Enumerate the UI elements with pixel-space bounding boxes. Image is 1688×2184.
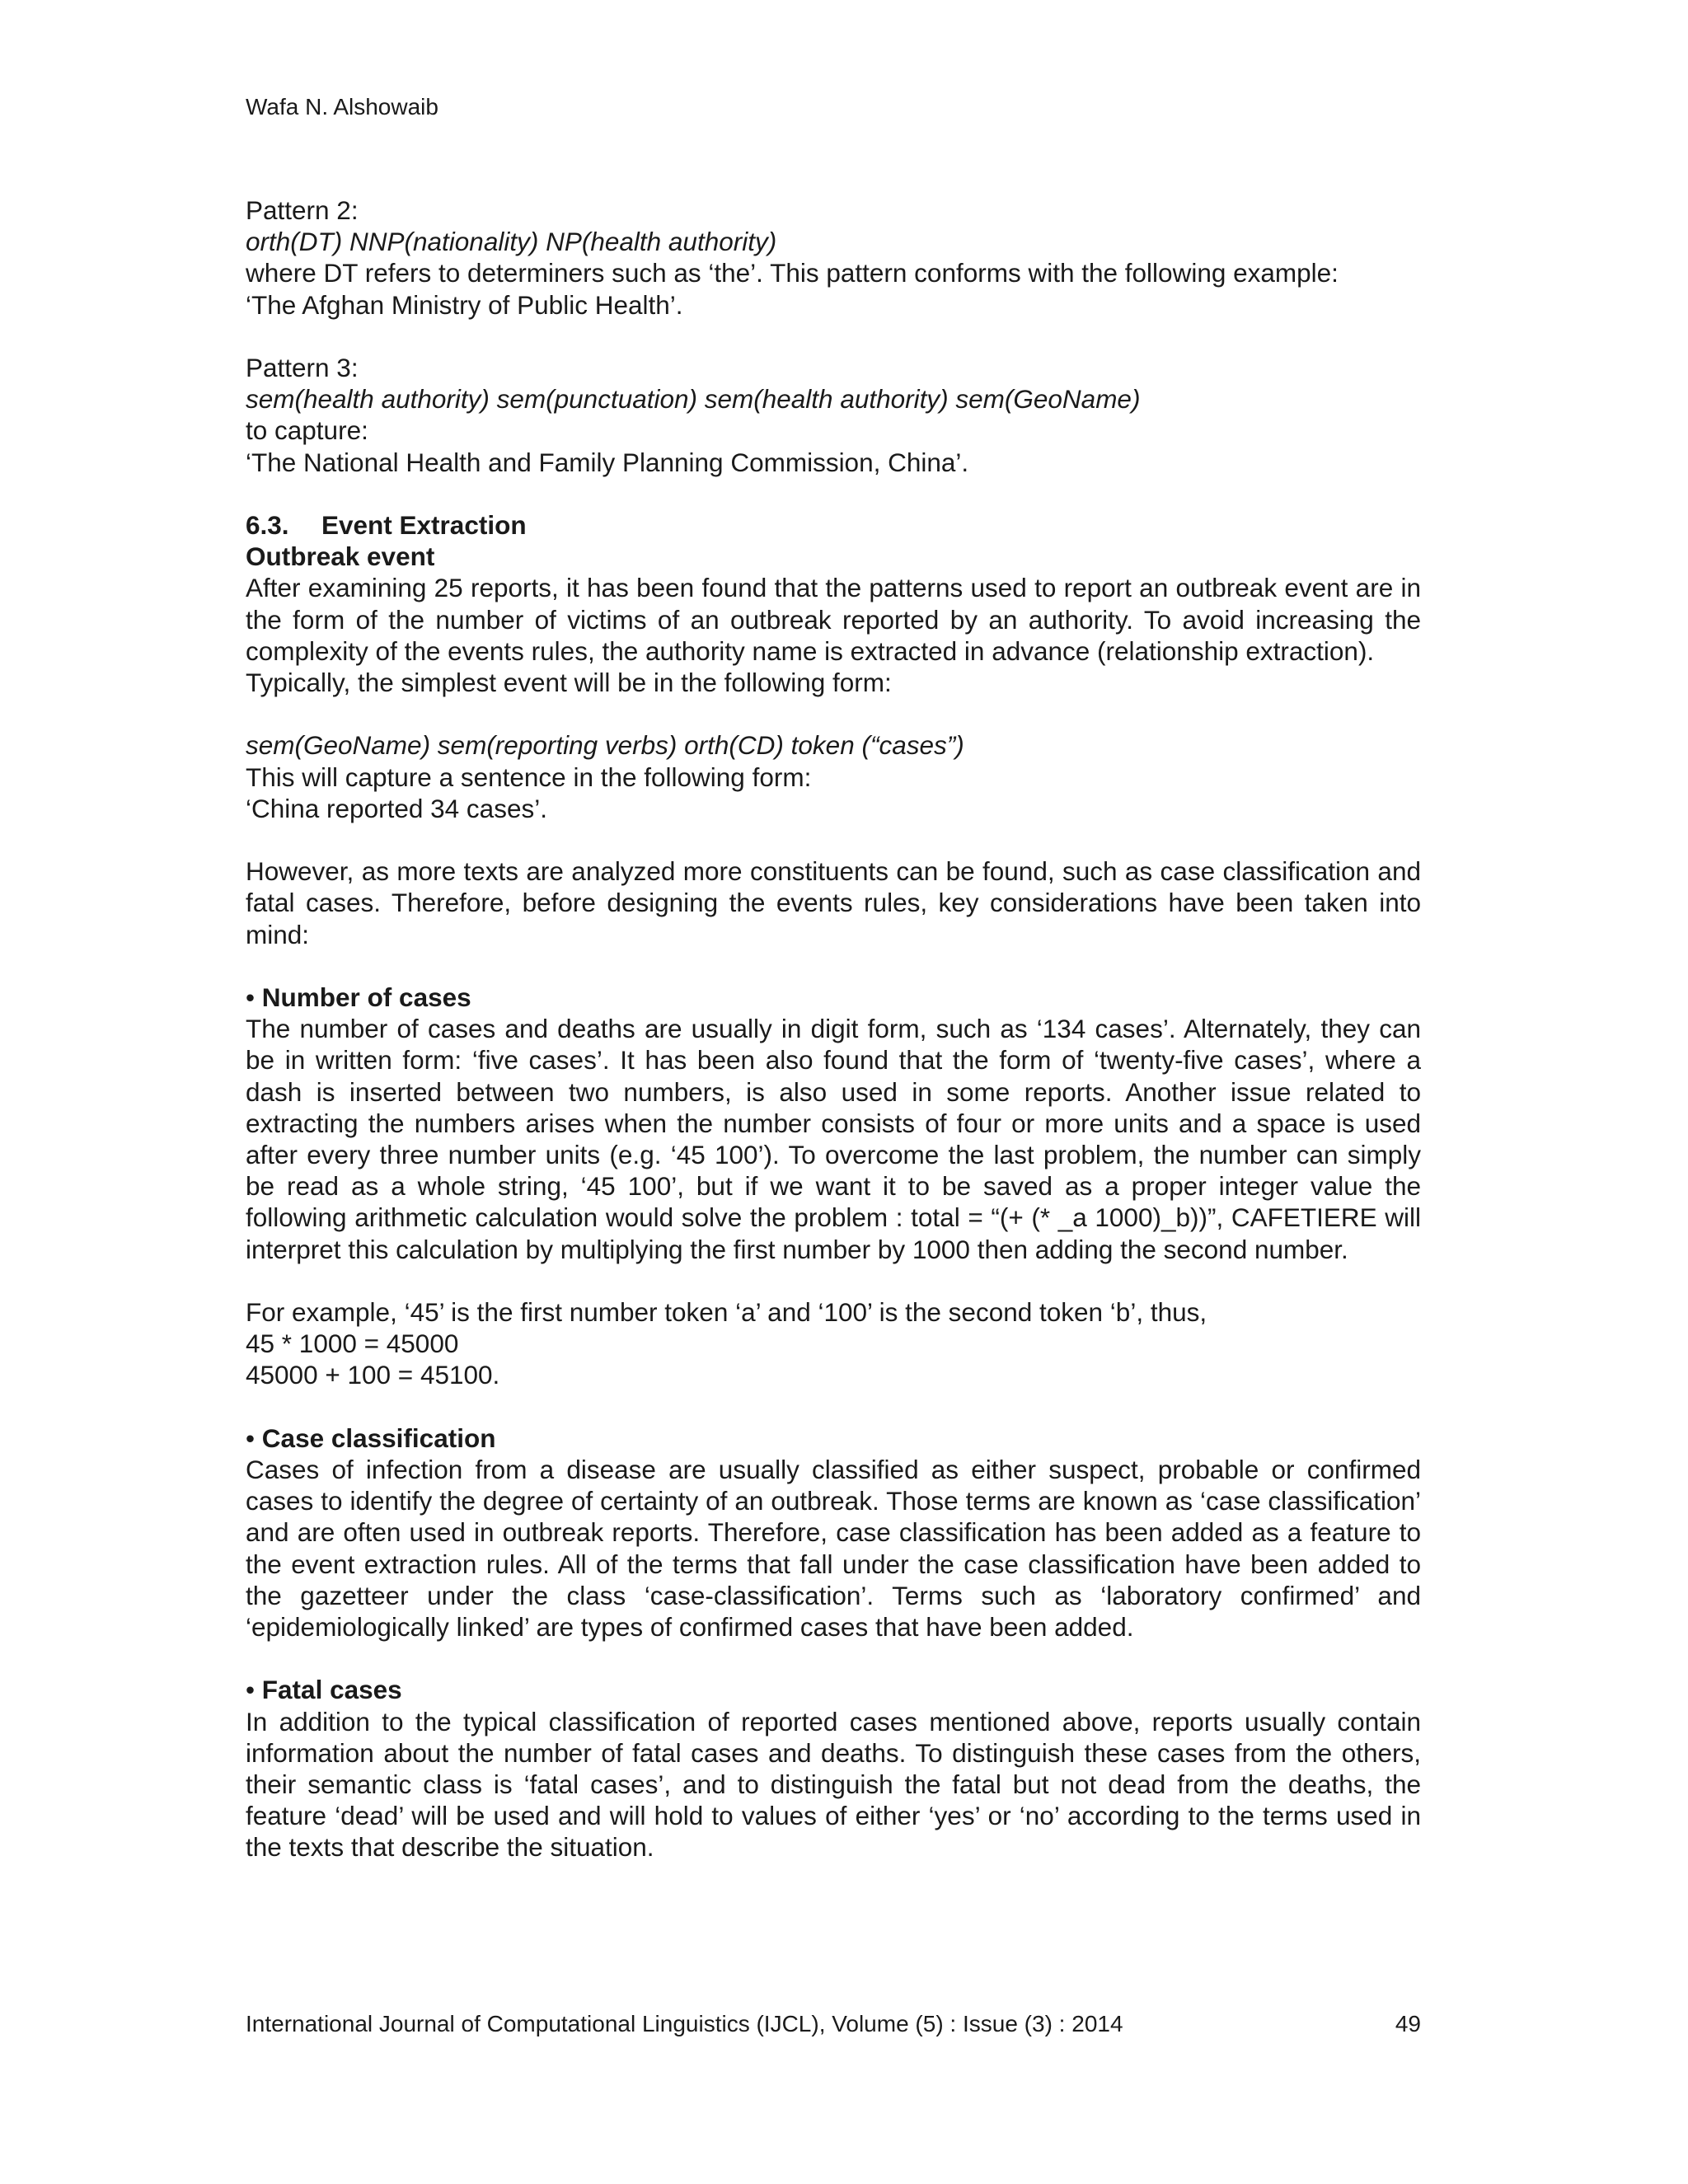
spacer [246, 1391, 1421, 1422]
paragraph: In addition to the typical classification of reported cases mentioned above, reports usually contain information about the number of fatal cases and deaths. To distinguish these cases from the others, their semantic class is ‘fatal cases’, and to distinguish the fatal but not dead from the deaths, the feature ‘dead’ will be used and will hold to values of either ‘yes’ or ‘no’ according to the terms used in the texts that describe the situation. [246, 1706, 1421, 1863]
paragraph: Cases of infection from a disease are usually classified as either suspect, probable or confirmed cases to identify the degree of certainty of an outbreak. Those terms are known as ‘case classification’ and are often used in outbreak reports. Therefore, case classification has been added as a feature to the event extraction rules. All of the terms that fall under the case classification have been added to the gazetteer under the class ‘case-classification’. Terms such as ‘laboratory confirmed’ and ‘epidemiologically linked’ are types of confirmed cases that have been added. [246, 1455, 1421, 1643]
bullet-heading-number-of-cases [246, 982, 1421, 1013]
subsection-heading: Outbreak event [246, 541, 435, 572]
pattern2-description: where DT refers to determiners such as ‘the’. This pattern conforms with the following example: [246, 258, 1339, 288]
section-number: 6.3. [246, 510, 289, 540]
calculation-line: 45000 + 100 = 45100. [246, 1360, 500, 1390]
section-heading [246, 509, 1421, 541]
bullet-icon: • [246, 982, 256, 1012]
bullet-heading-fatal-cases [246, 1674, 1421, 1705]
section-title: Event Extraction [321, 510, 527, 540]
bullet-heading-text: Number of cases [261, 982, 471, 1012]
paragraph: Typically, the simplest event will be in the following form: [246, 668, 892, 698]
spacer [246, 824, 1421, 855]
paragraph: However, as more texts are analyzed more constituents can be found, such as case classification and fatal cases. Therefore, before designing the events rules, key considerations have been taken into mind: [246, 856, 1421, 949]
event-rule-expression: sem(GeoName) sem(reporting verbs) orth(CD) token (“cases”) [246, 730, 964, 761]
bullet-icon: • [246, 1422, 256, 1453]
pattern3-description: to capture: [246, 415, 368, 446]
example-intro: For example, ‘45’ is the first number token ‘a’ and ‘100’ is the second token ‘b’, thus, [246, 1297, 1207, 1328]
paragraph: After examining 25 reports, it has been found that the patterns used to report an outbreak event are in the form of the number of victims of an outbreak reported by an authority. To avoid increasing the complexity of the events rules, the authority name is extracted in advance (relationship extraction). [246, 573, 1421, 666]
calculation-line: 45 * 1000 = 45000 [246, 1329, 459, 1359]
spacer [246, 698, 1421, 729]
running-header-author: Wafa N. Alshowaib [246, 94, 438, 120]
spacer [246, 1643, 1421, 1674]
bullet-heading-case-classification [246, 1422, 1421, 1454]
paragraph: The number of cases and deaths are usually in digit form, such as ‘134 cases’. Alternately, they can be in written form: ‘five cases’. It has been also found that the form of ‘twenty-five cases’, where a dash is inserted between two numbers, is also used in some reports. Another issue related to extracting the numbers arises when the number consists of four or more units and a space is used after every three number units (e.g. ‘45 100’). To overcome the last problem, the number can simply be read as a whole string, ‘45 100’, but if we want it to be saved as a proper integer value the following arithmetic calculation would solve the problem : total = “(+ (* _a 1000)_b))”, CAFETIERE will interpret this calculation by multiplying the first number by 1000 then adding the second number. [246, 1014, 1421, 1264]
pattern2-expression: orth(DT) NNP(nationality) NP(health authority) [246, 227, 777, 257]
footer-journal-citation: International Journal of Computational Linguistics (IJCL), Volume (5) : Issue (3) : 2014 [246, 2011, 1123, 2036]
pattern3-label: Pattern 3: [246, 353, 359, 382]
pattern2-example: ‘The Afghan Ministry of Public Health’. [246, 289, 683, 320]
spacer [246, 321, 1421, 352]
capture-intro: This will capture a sentence in the following form: [246, 762, 812, 792]
spacer [246, 950, 1421, 982]
bullet-heading-text: Fatal cases [261, 1675, 402, 1705]
spacer [246, 1265, 1421, 1296]
body-text [246, 194, 1421, 1863]
bullet-heading-text: Case classification [261, 1422, 496, 1453]
pattern3-example: ‘The National Health and Family Planning Commission, China’. [246, 447, 969, 477]
pattern3-expression: sem(health authority) sem(punctuation) sem(health authority) sem(GeoName) [246, 384, 1141, 415]
spacer [246, 478, 1421, 509]
bullet-icon: • [246, 1675, 256, 1705]
pattern2-label: Pattern 2: [246, 195, 359, 225]
capture-example: ‘China reported 34 cases’. [246, 793, 547, 823]
page-number: 49 [1395, 2011, 1421, 2036]
